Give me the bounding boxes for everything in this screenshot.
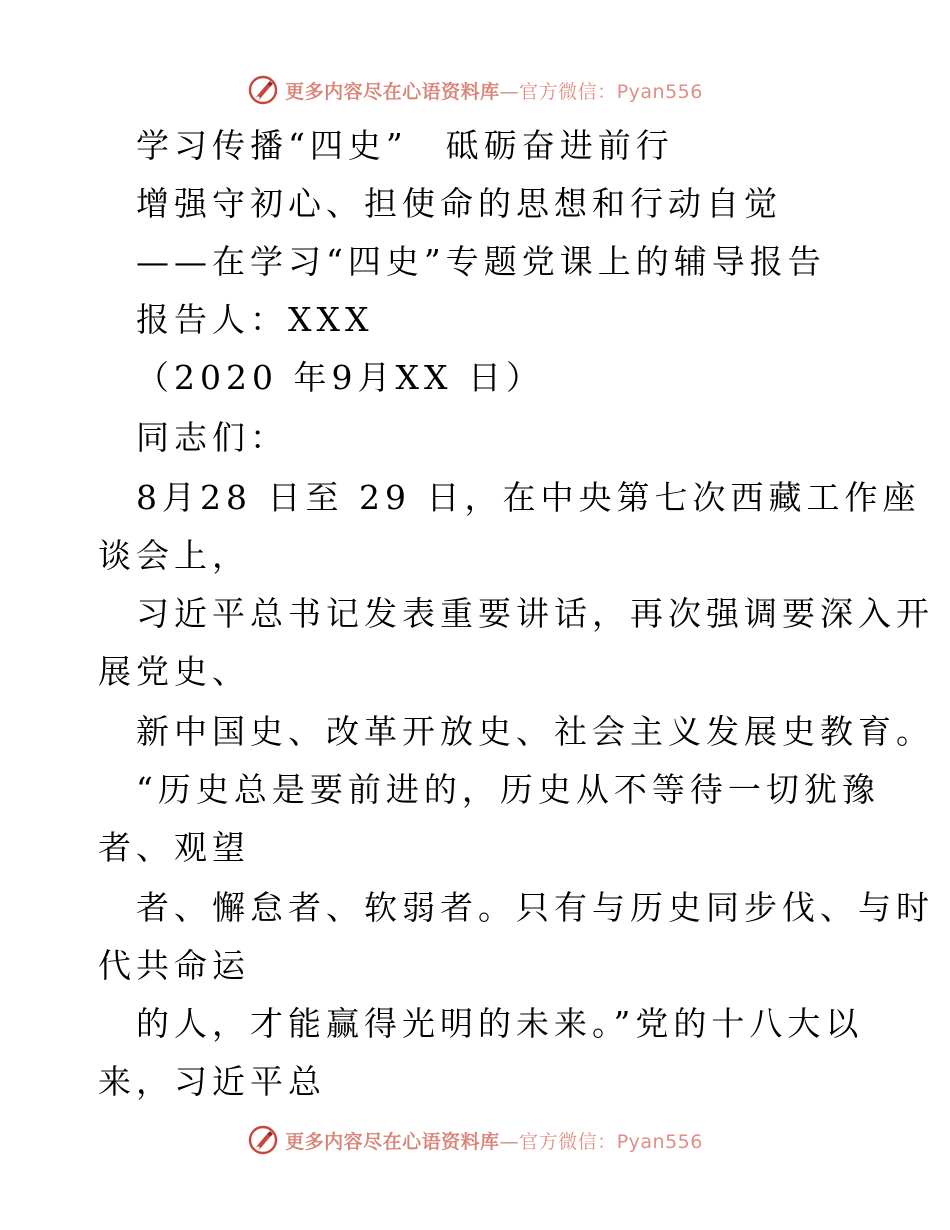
watermark-dash: — bbox=[499, 80, 520, 103]
doc-subtitle-occasion: ——在学习“四史”专题党课上的辅导报告 bbox=[136, 242, 826, 281]
doc-body-line: “历史总是要前进的，历史从不等待一切犹豫 bbox=[136, 770, 880, 809]
footer-watermark bbox=[0, 1120, 950, 1160]
watermark-dash: — bbox=[499, 1130, 520, 1153]
doc-body-line: 的人，才能赢得光明的未来。”党的十八大以 bbox=[136, 1004, 864, 1043]
watermark-text bbox=[285, 1127, 703, 1154]
doc-title: 学习传播“四史” 砥砺奋进前行 bbox=[136, 126, 674, 165]
doc-body-line: 者、懈怠者、软弱者。只有与历史同步伐、与时 bbox=[136, 888, 934, 927]
doc-body-line: 习近平总书记发表重要讲话，再次强调要深入开 bbox=[136, 594, 934, 633]
watermark-main-text: 更多内容尽在心语资料库 bbox=[285, 80, 500, 103]
watermark-main-text: 更多内容尽在心语资料库 bbox=[285, 1130, 500, 1153]
doc-date: （2020 年9月XX 日） bbox=[136, 358, 544, 397]
doc-body-line: 新中国史、改革开放史、社会主义发展史教育。 bbox=[136, 712, 934, 751]
doc-body-line: 谈会上， bbox=[98, 536, 250, 575]
watermark-label: 官方微信： bbox=[519, 80, 617, 103]
doc-body-line: 来，习近平总 bbox=[98, 1062, 326, 1101]
doc-body-line: 者、观望 bbox=[98, 828, 250, 867]
watermark-account: Pyan556 bbox=[616, 80, 703, 103]
watermark-account: Pyan556 bbox=[616, 1130, 703, 1153]
doc-body-line: 8月28 日至 29 日，在中央第七次西藏工作座 bbox=[136, 478, 921, 517]
doc-reporter: 报告人：XXX bbox=[136, 300, 374, 339]
watermark-label: 官方微信： bbox=[519, 1130, 617, 1153]
doc-salutation: 同志们： bbox=[136, 418, 288, 457]
doc-subtitle: 增强守初心、担使命的思想和行动自觉 bbox=[136, 184, 782, 223]
doc-body-line: 代共命运 bbox=[98, 946, 250, 985]
pen-logo-icon bbox=[247, 1124, 279, 1156]
doc-body-line: 展党史、 bbox=[98, 652, 250, 691]
